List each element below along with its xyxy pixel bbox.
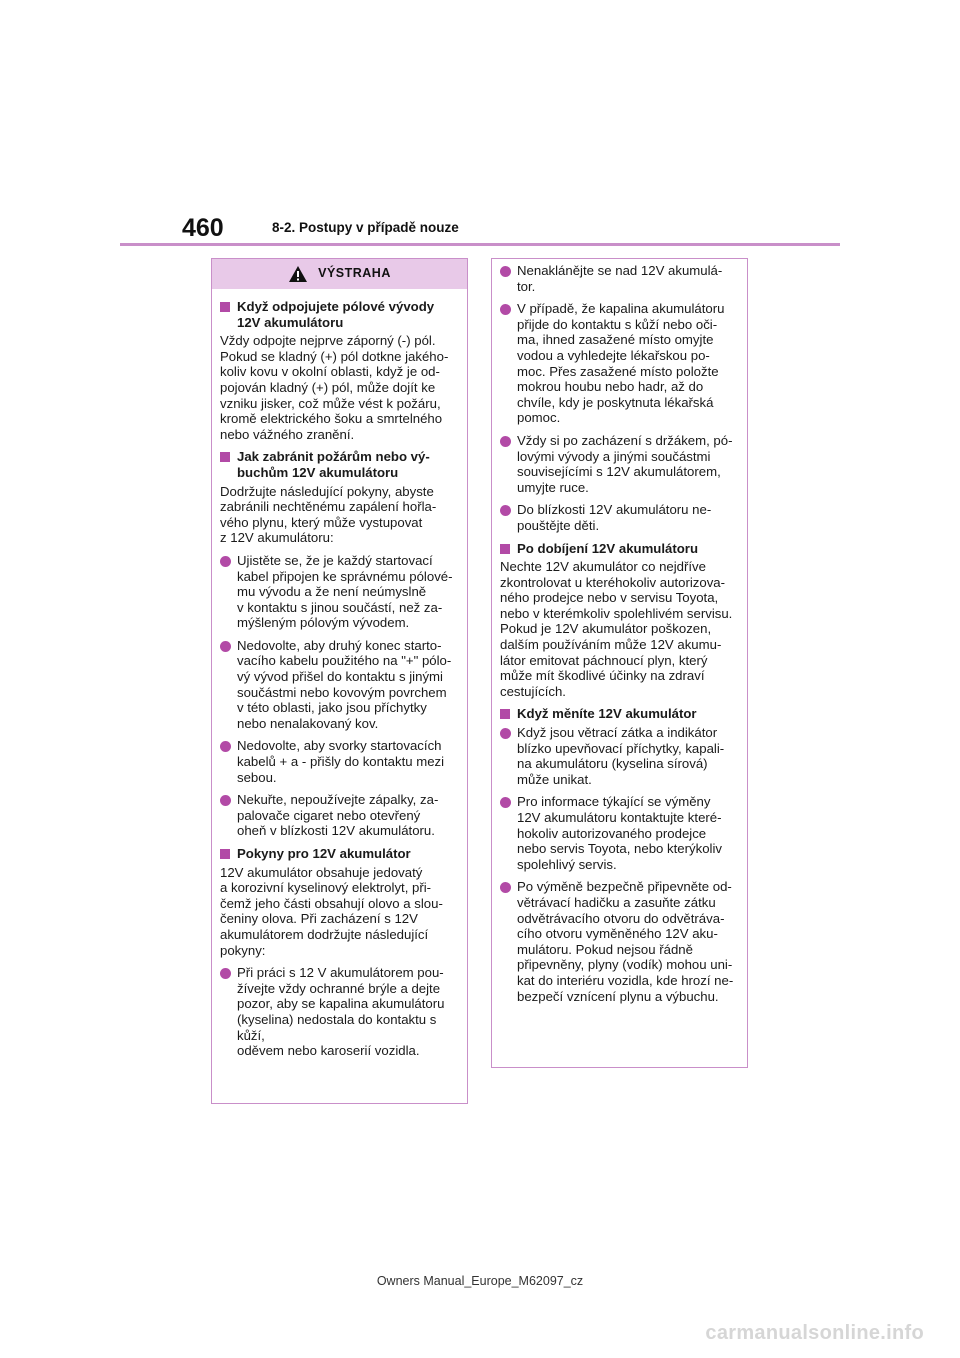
bullet-cable-end: Nedovolte, aby druhý konec starto- vacího kabelu použitého na "+" pólo- vý vývod přišel do kontaktu s jinými součástmi nebo kovovým povrchem v této oblasti, jako jsou příchytky nebo nenalakovaný kov. [220, 638, 459, 732]
bullet-no-lean: Nenaklánějte se nad 12V akumulá- tor. [500, 263, 739, 294]
bullet-replacement-info: Pro informace týkající se výměny 12V akumulátoru kontaktujte které- hokoliv autorizovaného prodejce nebo servis Toyota, nebo kterýkoliv spolehlivý servis. [500, 794, 739, 872]
heading-replacing-battery: Když měníte 12V akumulátor [500, 706, 739, 722]
warning-header [212, 259, 467, 289]
paragraph-battery-instructions: 12V akumulátor obsahuje jedovatý a korozivní kyselinový elektrolyt, při- čemž jeho části obsahují olovo a slou- čeniny olova. Při zacházení s 12V akumulátorem dodržujte následující pokyny: [220, 864, 443, 958]
bullet-safety-glasses: Při práci s 12 V akumulátorem pou- žívejte vždy ochranné brýle a dejte pozor, aby se kapalina akumulátoru (kyselina) nedostala do kontaktu s kůží, oděvem nebo karoserií vozidla. [220, 965, 459, 1059]
bullet-children: Do blízkosti 12V akumulátoru ne- pouštějte děti. [500, 502, 739, 533]
section-title: 8-2. Postupy v případě nouze [272, 220, 459, 235]
header-rule [120, 243, 840, 246]
bullet-wash-hands: Vždy si po zacházení s držákem, pó- lovými vývody a jinými součástmi souvisejícími s 12V akumulátorem, umyjte ruce. [500, 433, 739, 495]
watermark: carmanualsonline.info [705, 1322, 924, 1344]
paragraph-disconnect: Vždy odpojte nejprve záporný (-) pól. Pokud se kladný (+) pól dotkne jakého- koliv kovu v okolní oblasti, když je od- pojován kladný (+) pól, může dojít ke vzniku jisker, což může vést k požáru, kromě elektrického šoku a smrtelného nebo vážného zranění. [220, 333, 449, 442]
paragraph-after-charging: Nechte 12V akumulátor co nejdříve zkontrolovat u kteréhokoliv autorizova- ného prodejce nebo v servisu Toyota, nebo v kterémkoliv spolehlivém servisu. Pokud je 12V akumulátor poškozen, dalším používáním může 12V akumu- látor emitovat páchnoucí plyn, který může mít škodlivé účinky na zdraví cestujících. [500, 559, 733, 699]
bullet-vent-hose: Po výměně bezpečně připevněte od- větrávací hadičku a zasuňte zátku odvětrávacího otvoru do odvětráva- cího otvoru vyměněného 12V aku- mulátoru. Pokud nejsou řádně připevněny, plyny (vodík) mohou uni- kat do interiéru vozidla, kde hrozí ne- bezpečí vznícení plynu a výbuchu. [500, 879, 739, 1004]
heading-prevent-fire: Jak zabránit požárům nebo vý- buchům 12V akumulátoru [220, 449, 459, 480]
warning-triangle-icon [288, 265, 308, 283]
paragraph-prevent-fire: Dodržujte následující pokyny, abyste zabránili nechtěnému zapálení hořla- vého plynu, který může vystupovat z 12V akumulátoru: [220, 483, 437, 546]
warning-box-left [211, 258, 468, 1104]
heading-after-charging: Po dobíjení 12V akumulátoru [500, 541, 739, 557]
bullet-cable-connection: Ujistěte se, že je každý startovací kabel připojen ke správnému pólové- mu vývodu a že není neúmyslně v kontaktu s jinou součástí, než za- mýšleným pólovým vývodem. [220, 553, 459, 631]
footer-doc-id: Owners Manual_Europe_M62097_cz [376, 1274, 584, 1288]
bullet-skin-contact: V případě, že kapalina akumulátoru přijde do kontaktu s kůží nebo oči- ma, ihned zasažené místo omyjte vodou a vyhledejte lékařskou po- moc. Přes zasažené místo položte mokrou houbu nebo hadr, až do chvíle, kdy je poskytnuta lékařská pomoc. [500, 301, 739, 426]
bullet-no-smoking: Nekuřte, nepoužívejte zápalky, za- palovače cigaret nebo otevřený oheň v blízkosti 12V akumulátoru. [220, 792, 459, 839]
page-number: 460 [182, 214, 224, 242]
bullet-clamps: Nedovolte, aby svorky startovacích kabelů + a - přišly do kontaktu mezi sebou. [220, 738, 459, 785]
heading-battery-instructions: Pokyny pro 12V akumulátor [220, 846, 459, 862]
warning-box-right [491, 258, 748, 1068]
bullet-vent-plug: Když jsou větrací zátka a indikátor blízko upevňovací příchytky, kapali- na akumulátoru (kyselina sírová) může unikat. [500, 725, 739, 787]
heading-disconnect-terminals: Když odpojujete pólové vývody 12V akumulátoru [220, 299, 459, 330]
warning-title: VÝSTRAHA [318, 266, 391, 281]
